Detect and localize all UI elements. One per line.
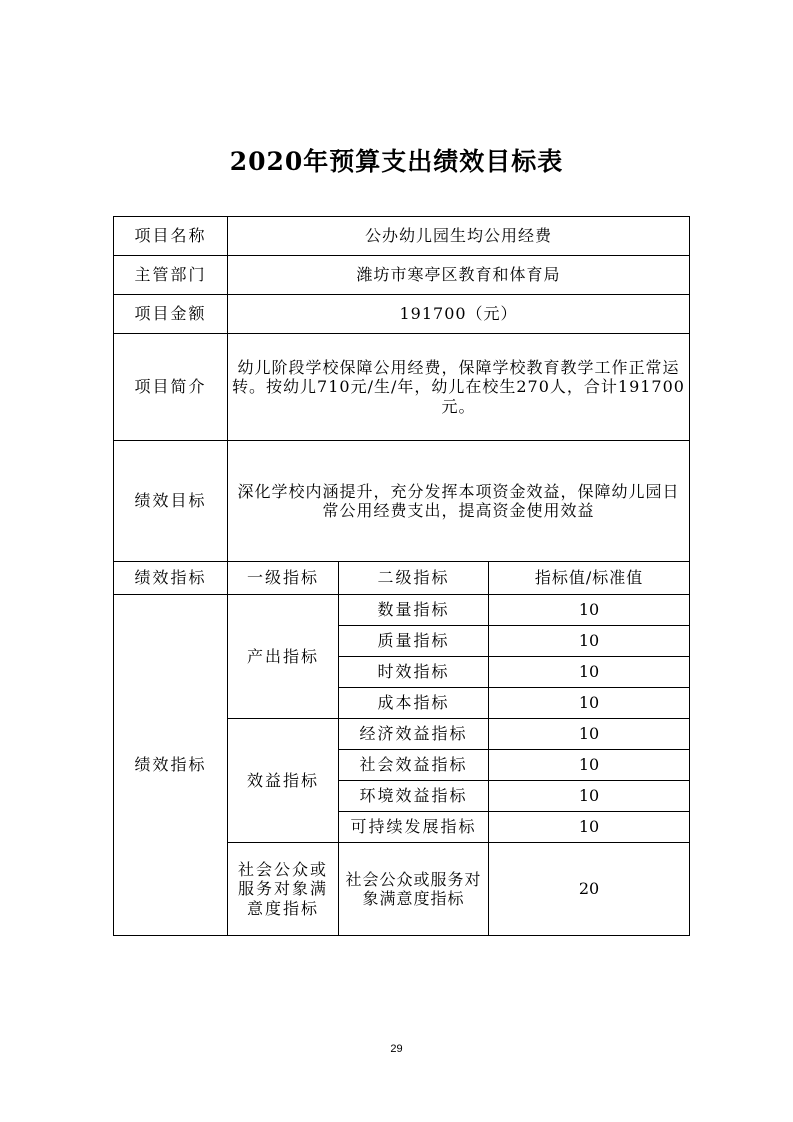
indicator-value: 10 — [489, 719, 690, 750]
header-indicators: 绩效指标 — [114, 562, 228, 595]
header-level1: 一级指标 — [228, 562, 339, 595]
indicator-value: 10 — [489, 657, 690, 688]
indicator-name: 可持续发展指标 — [339, 812, 489, 843]
indicator-name: 经济效益指标 — [339, 719, 489, 750]
benefit-indicator-label: 效益指标 — [228, 719, 339, 843]
indicator-value: 20 — [489, 843, 690, 936]
amount-value: 191700（元） — [228, 295, 690, 334]
output-indicator-label: 产出指标 — [228, 595, 339, 719]
indicator-name: 数量指标 — [339, 595, 489, 626]
performance-table — [113, 216, 690, 936]
indicator-value: 10 — [489, 626, 690, 657]
indicator-value: 10 — [489, 688, 690, 719]
indicator-name: 环境效益指标 — [339, 781, 489, 812]
project-name-value: 公办幼儿园生均公用经费 — [228, 217, 690, 256]
satisfaction-indicator-label: 社会公众或服务对象满意度指标 — [228, 843, 339, 936]
indicator-value: 10 — [489, 750, 690, 781]
header-level2: 二级指标 — [339, 562, 489, 595]
table-row — [114, 217, 690, 256]
goal-value: 深化学校内涵提升，充分发挥本项资金效益，保障幼儿园日常公用经费支出，提高资金使用效益 — [228, 441, 690, 562]
goal-label: 绩效目标 — [114, 441, 228, 562]
project-name-label: 项目名称 — [114, 217, 228, 256]
indicator-name: 社会效益指标 — [339, 750, 489, 781]
indicators-left-label: 绩效指标 — [114, 595, 228, 936]
indicator-value: 10 — [489, 812, 690, 843]
indicator-name: 时效指标 — [339, 657, 489, 688]
intro-value: 幼儿阶段学校保障公用经费，保障学校教育教学工作正常运转。按幼儿710元/生/年，幼儿在校生270人，合计191700元。 — [228, 334, 690, 441]
indicator-name: 成本指标 — [339, 688, 489, 719]
indicator-name: 质量指标 — [339, 626, 489, 657]
page-number: 29 — [390, 1043, 403, 1055]
table-row — [114, 595, 690, 626]
table-row — [114, 334, 690, 441]
indicator-value: 10 — [489, 595, 690, 626]
intro-label: 项目简介 — [114, 334, 228, 441]
department-value: 潍坊市寒亭区教育和体育局 — [228, 256, 690, 295]
amount-label: 项目金额 — [114, 295, 228, 334]
table-row — [114, 256, 690, 295]
department-label: 主管部门 — [114, 256, 228, 295]
page-title: 2020年预算支出绩效目标表 — [229, 147, 564, 176]
header-value: 指标值/标准值 — [489, 562, 690, 595]
indicator-name: 社会公众或服务对象满意度指标 — [339, 843, 489, 936]
indicator-value: 10 — [489, 781, 690, 812]
table-row — [114, 441, 690, 562]
table-row — [114, 295, 690, 334]
indicator-header-row — [114, 562, 690, 595]
